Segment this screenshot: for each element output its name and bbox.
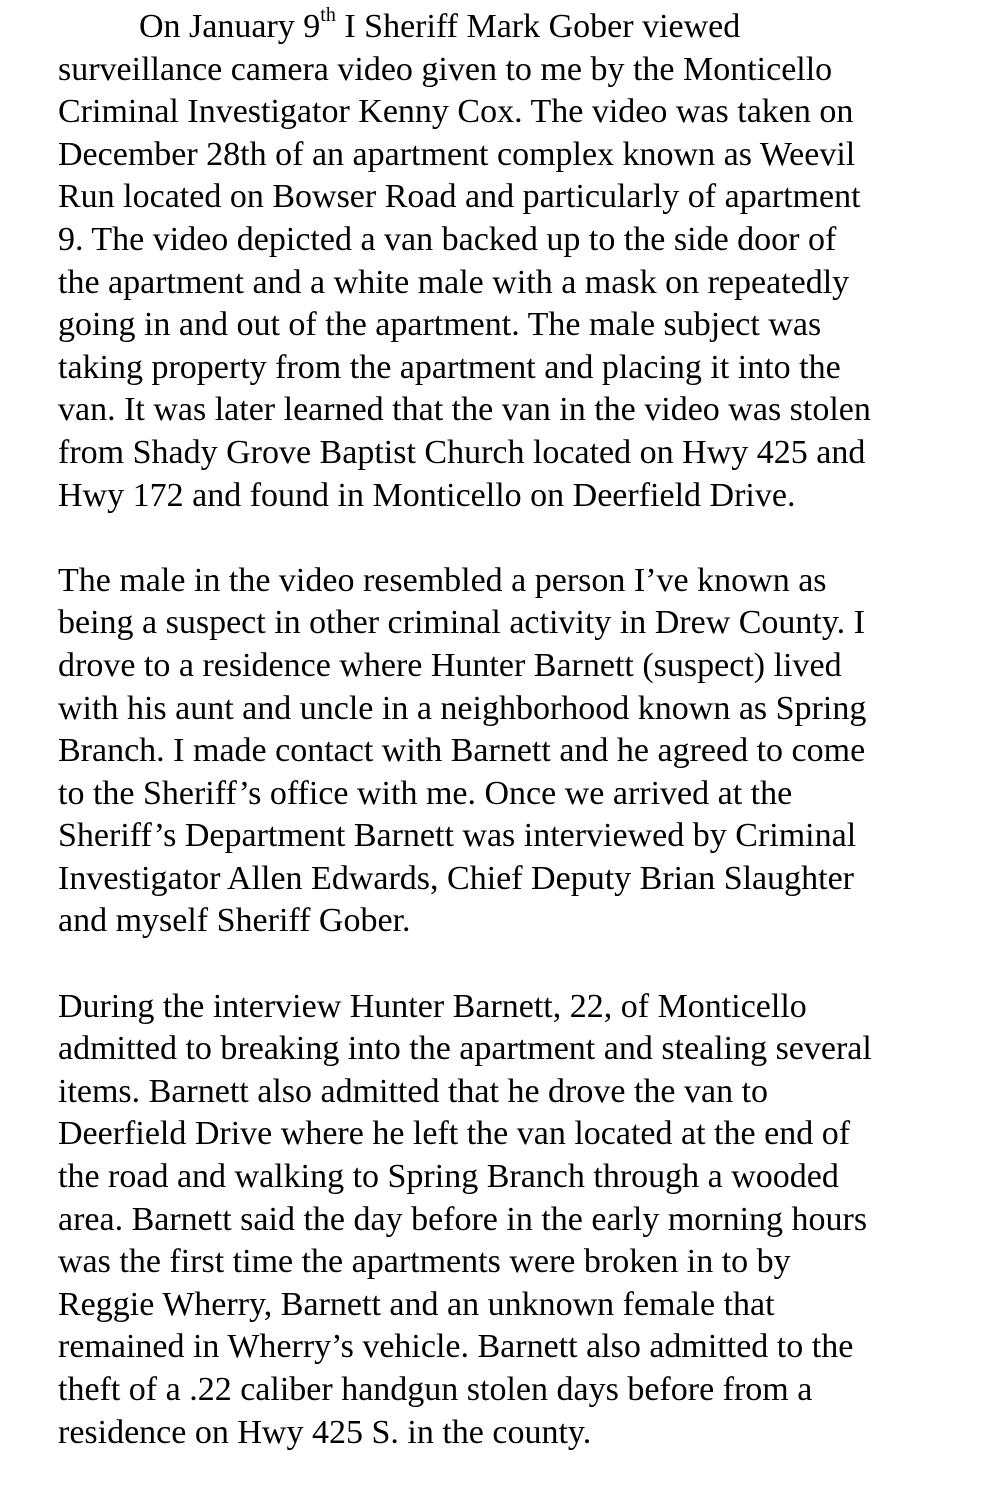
paragraph-line xyxy=(58,3,958,49)
paragraph-line: the road and walking to Spring Branch through a wooded xyxy=(58,1158,839,1196)
first-line-suffix: I Sheriff Mark Gober viewed xyxy=(335,8,741,45)
paragraph-line: Branch. I made contact with Barnett and he agreed to come xyxy=(58,732,866,770)
paragraph-line: The male in the video resembled a person I’ve known as xyxy=(58,561,827,599)
paragraph-line: was the first time the apartments were broken in to by xyxy=(58,1243,791,1281)
paragraph-line: going in and out of the apartment. The male subject was xyxy=(58,306,822,344)
first-line-prefix: On January 9 xyxy=(139,8,321,45)
paragraph-surveillance xyxy=(58,3,958,517)
paragraph-line: Run located on Bowser Road and particularly of apartment xyxy=(58,178,861,216)
paragraph-line: residence on Hwy 425 S. in the county. xyxy=(58,1413,592,1451)
paragraph-line: items. Barnett also admitted that he drove the van to xyxy=(58,1072,769,1110)
paragraph-line: with his aunt and uncle in a neighborhood known as Spring xyxy=(58,689,867,727)
paragraph-line: van. It was later learned that the van in the video was stolen xyxy=(58,391,871,429)
paragraph-line: the apartment and a white male with a mask on repeatedly xyxy=(58,263,850,301)
ordinal-suffix: th xyxy=(320,3,336,26)
paragraph-line: drove to a residence where Hunter Barnett (suspect) lived xyxy=(58,646,842,684)
paragraph-line: Hwy 172 and found in Monticello on Deerfield Drive. xyxy=(58,476,796,514)
paragraph-line: surveillance camera video given to me by the Monticello xyxy=(58,50,833,88)
paragraph-line: Investigator Allen Edwards, Chief Deputy Brian Slaughter xyxy=(58,859,854,897)
paragraph-gap xyxy=(58,517,958,560)
paragraph-line: theft of a .22 caliber handgun stolen days before from a xyxy=(58,1371,813,1408)
paragraph-line: taking property from the apartment and placing it into the xyxy=(58,348,841,386)
paragraph-line: December 28th of an apartment complex known as Weevil xyxy=(58,135,856,173)
paragraph-line: Deerfield Drive where he left the van located at the end of xyxy=(58,1115,851,1153)
paragraph-line: area. Barnett said the day before in the early morning hours xyxy=(58,1200,868,1238)
paragraph-line: from Shady Grove Baptist Church located on Hwy 425 and xyxy=(58,433,866,471)
paragraph-line: being a suspect in other criminal activity in Drew County. I xyxy=(58,604,865,642)
paragraph-interview xyxy=(58,986,958,1455)
paragraph-line: 9. The video depicted a van backed up to the side door of xyxy=(58,220,837,258)
paragraph-line: admitted to breaking into the apartment and stealing several xyxy=(58,1030,872,1068)
paragraph-line: During the interview Hunter Barnett, 22, of Monticello xyxy=(58,987,807,1025)
paragraph-line: remained in Wherry’s vehicle. Barnett also admitted to the xyxy=(58,1328,854,1366)
paragraph-suspect xyxy=(58,560,958,943)
document-page xyxy=(58,3,958,1454)
paragraph-gap xyxy=(58,943,958,986)
paragraph-line: Sheriff’s Department Barnett was interviewed by Criminal xyxy=(58,817,857,855)
paragraph-line: Criminal Investigator Kenny Cox. The video was taken on xyxy=(58,93,854,131)
paragraph-line: Reggie Wherry, Barnett and an unknown female that xyxy=(58,1285,775,1323)
paragraph-line: to the Sheriff’s office with me. Once we arrived at the xyxy=(58,774,793,812)
paragraph-line: and myself Sheriff Gober. xyxy=(58,902,411,940)
